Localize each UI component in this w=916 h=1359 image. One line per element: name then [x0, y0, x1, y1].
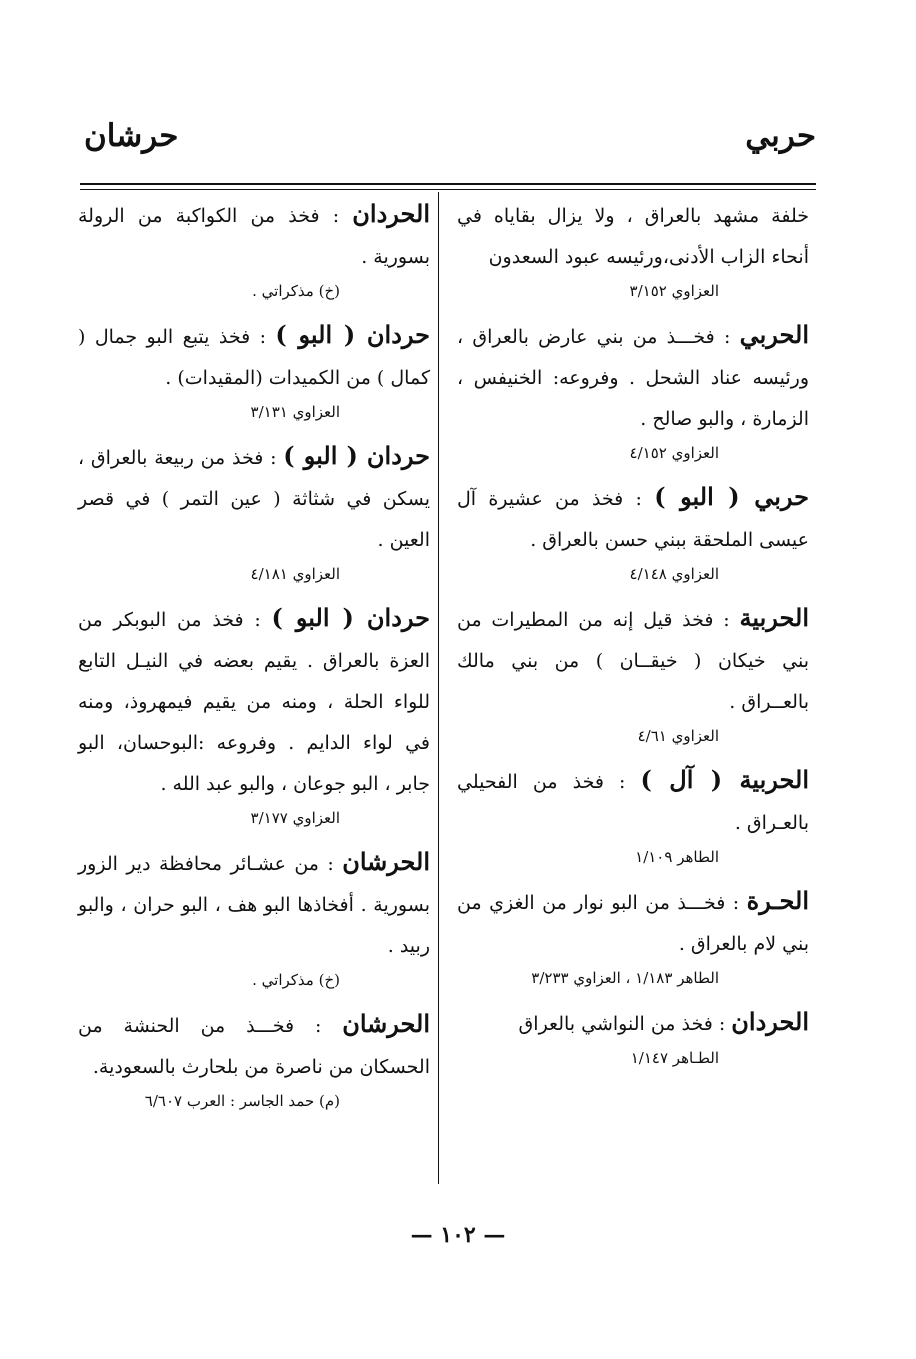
entry-source: العزاوي ٣/١٥٢	[629, 282, 719, 300]
entry-source: الطاهر ١/١٨٣ ، العزاوي ٣/٢٣٣	[531, 969, 719, 987]
entry-source: العزاوي ٤/٦١	[637, 727, 719, 745]
running-head-left: حرشان	[84, 118, 179, 154]
entry-body: : فخذ من عشيرة آل عيسى الملحقة ببني حسن بالعراق .	[457, 488, 809, 551]
entry-body: : فخذ من النواشي بالعراق	[518, 1013, 732, 1035]
entry	[457, 476, 809, 587]
entry-source: (خ) مذكراتي .	[252, 971, 340, 989]
entry-source: (م) حمد الجاسر : العرب ٦/٦٠٧	[144, 1092, 340, 1110]
entry-body: : فخذ من الكواكبة من الرولة بسورية .	[78, 205, 430, 268]
entry-body: : فخـــذ من الحنشة من الحسكان من ناصرة من بلحارث بالسعودية.	[78, 1015, 430, 1078]
header-rule-thin	[80, 189, 816, 190]
entry	[78, 841, 430, 993]
entry-source: الطـاهر ١/١٤٧	[630, 1049, 719, 1067]
entry-head: الحرشان	[342, 847, 430, 876]
column-divider	[438, 192, 439, 1184]
entry	[78, 193, 430, 304]
entry	[457, 193, 809, 304]
entry	[78, 1003, 430, 1114]
entry-head: حردان ( البو )	[271, 603, 430, 632]
entry-body: : فخذ قيل إنه من المطيرات من بني خيكان ( خيقــان ) من بني مالك بالعــراق .	[457, 609, 809, 713]
entry-source: العزاوي ٣/١٣١	[250, 403, 340, 421]
entry	[457, 880, 809, 991]
entry-body: : فخـــذ من البو نوار من الغزي من بني لام بالعراق .	[457, 892, 809, 955]
entry-head: الحردان	[352, 199, 430, 228]
entry-source: العزاوي ٤/١٤٨	[629, 565, 719, 583]
entry-source: (خ) مذكراتي .	[252, 282, 340, 300]
entry-head: حردان ( البو )	[275, 320, 430, 349]
entry	[457, 314, 809, 466]
entry-head: حردان ( البو )	[283, 441, 430, 470]
entry-head: الحـرة	[746, 886, 809, 915]
entry	[78, 314, 430, 425]
entry-head: الحرشان	[342, 1009, 430, 1038]
entry-head: الحربية ( آل )	[640, 765, 810, 794]
entry	[78, 435, 430, 587]
entry-head: الحربية	[739, 603, 809, 632]
entry-body: خلفة مشهد بالعراق ، ولا يزال بقاياه في أنحاء الزاب الأدنى،ورئيسه عبود السعدون	[457, 205, 809, 268]
entry-head: الحربي	[739, 320, 809, 349]
entry-head: الحردان	[731, 1007, 809, 1036]
entry-body: : من عشـائر محافظة دير الزور بسورية . أفخاذها البو هف ، البو حران ، والبو ربيد .	[78, 853, 430, 957]
entry	[457, 1001, 809, 1071]
entry-source: الطاهر ١/١٠٩	[635, 848, 719, 866]
entry-source: العزاوي ٤/١٥٢	[629, 444, 719, 462]
running-head-right: حربي	[745, 118, 816, 154]
entry-body: : فخذ من البوبكر من العزة بالعراق . يقيم بعضه في النيـل التابع للواء الحلة ، ومنه من يقيم فيمهروذ، ومنه في لواء الدايم . وفروعه :البوحسان، البو جابر ، البو جوعان ، والبو عبد الله .	[78, 609, 430, 795]
entry-body: : فخذ يتبع البو جمال ( كمال ) من الكميدات (المقيدات) .	[78, 326, 430, 389]
header-rule-thick	[80, 183, 816, 185]
entry	[78, 597, 430, 831]
entry-body: : فخذ من الفحيلي بالعـراق .	[457, 771, 809, 834]
left-column	[78, 193, 430, 1124]
page-number: — ١٠٢ —	[410, 1222, 506, 1248]
right-column	[457, 193, 809, 1081]
entry-head: حربي ( البو )	[654, 482, 809, 511]
entry-body: : فخـــذ من بني عارض بالعراق ، ورئيسه عناد الشحل . وفروعه: الخنيفس ، الزمارة ، والبو صالح .	[457, 326, 809, 430]
entry-source: العزاوي ٣/١٧٧	[250, 809, 340, 827]
entry-body: : فخذ من ربيعة بالعراق ، يسكن في شثاثة ( عين التمر ) في قصر العين .	[78, 447, 430, 551]
entry	[457, 759, 809, 870]
entry	[457, 597, 809, 749]
entry-source: العزاوي ٤/١٨١	[250, 565, 340, 583]
